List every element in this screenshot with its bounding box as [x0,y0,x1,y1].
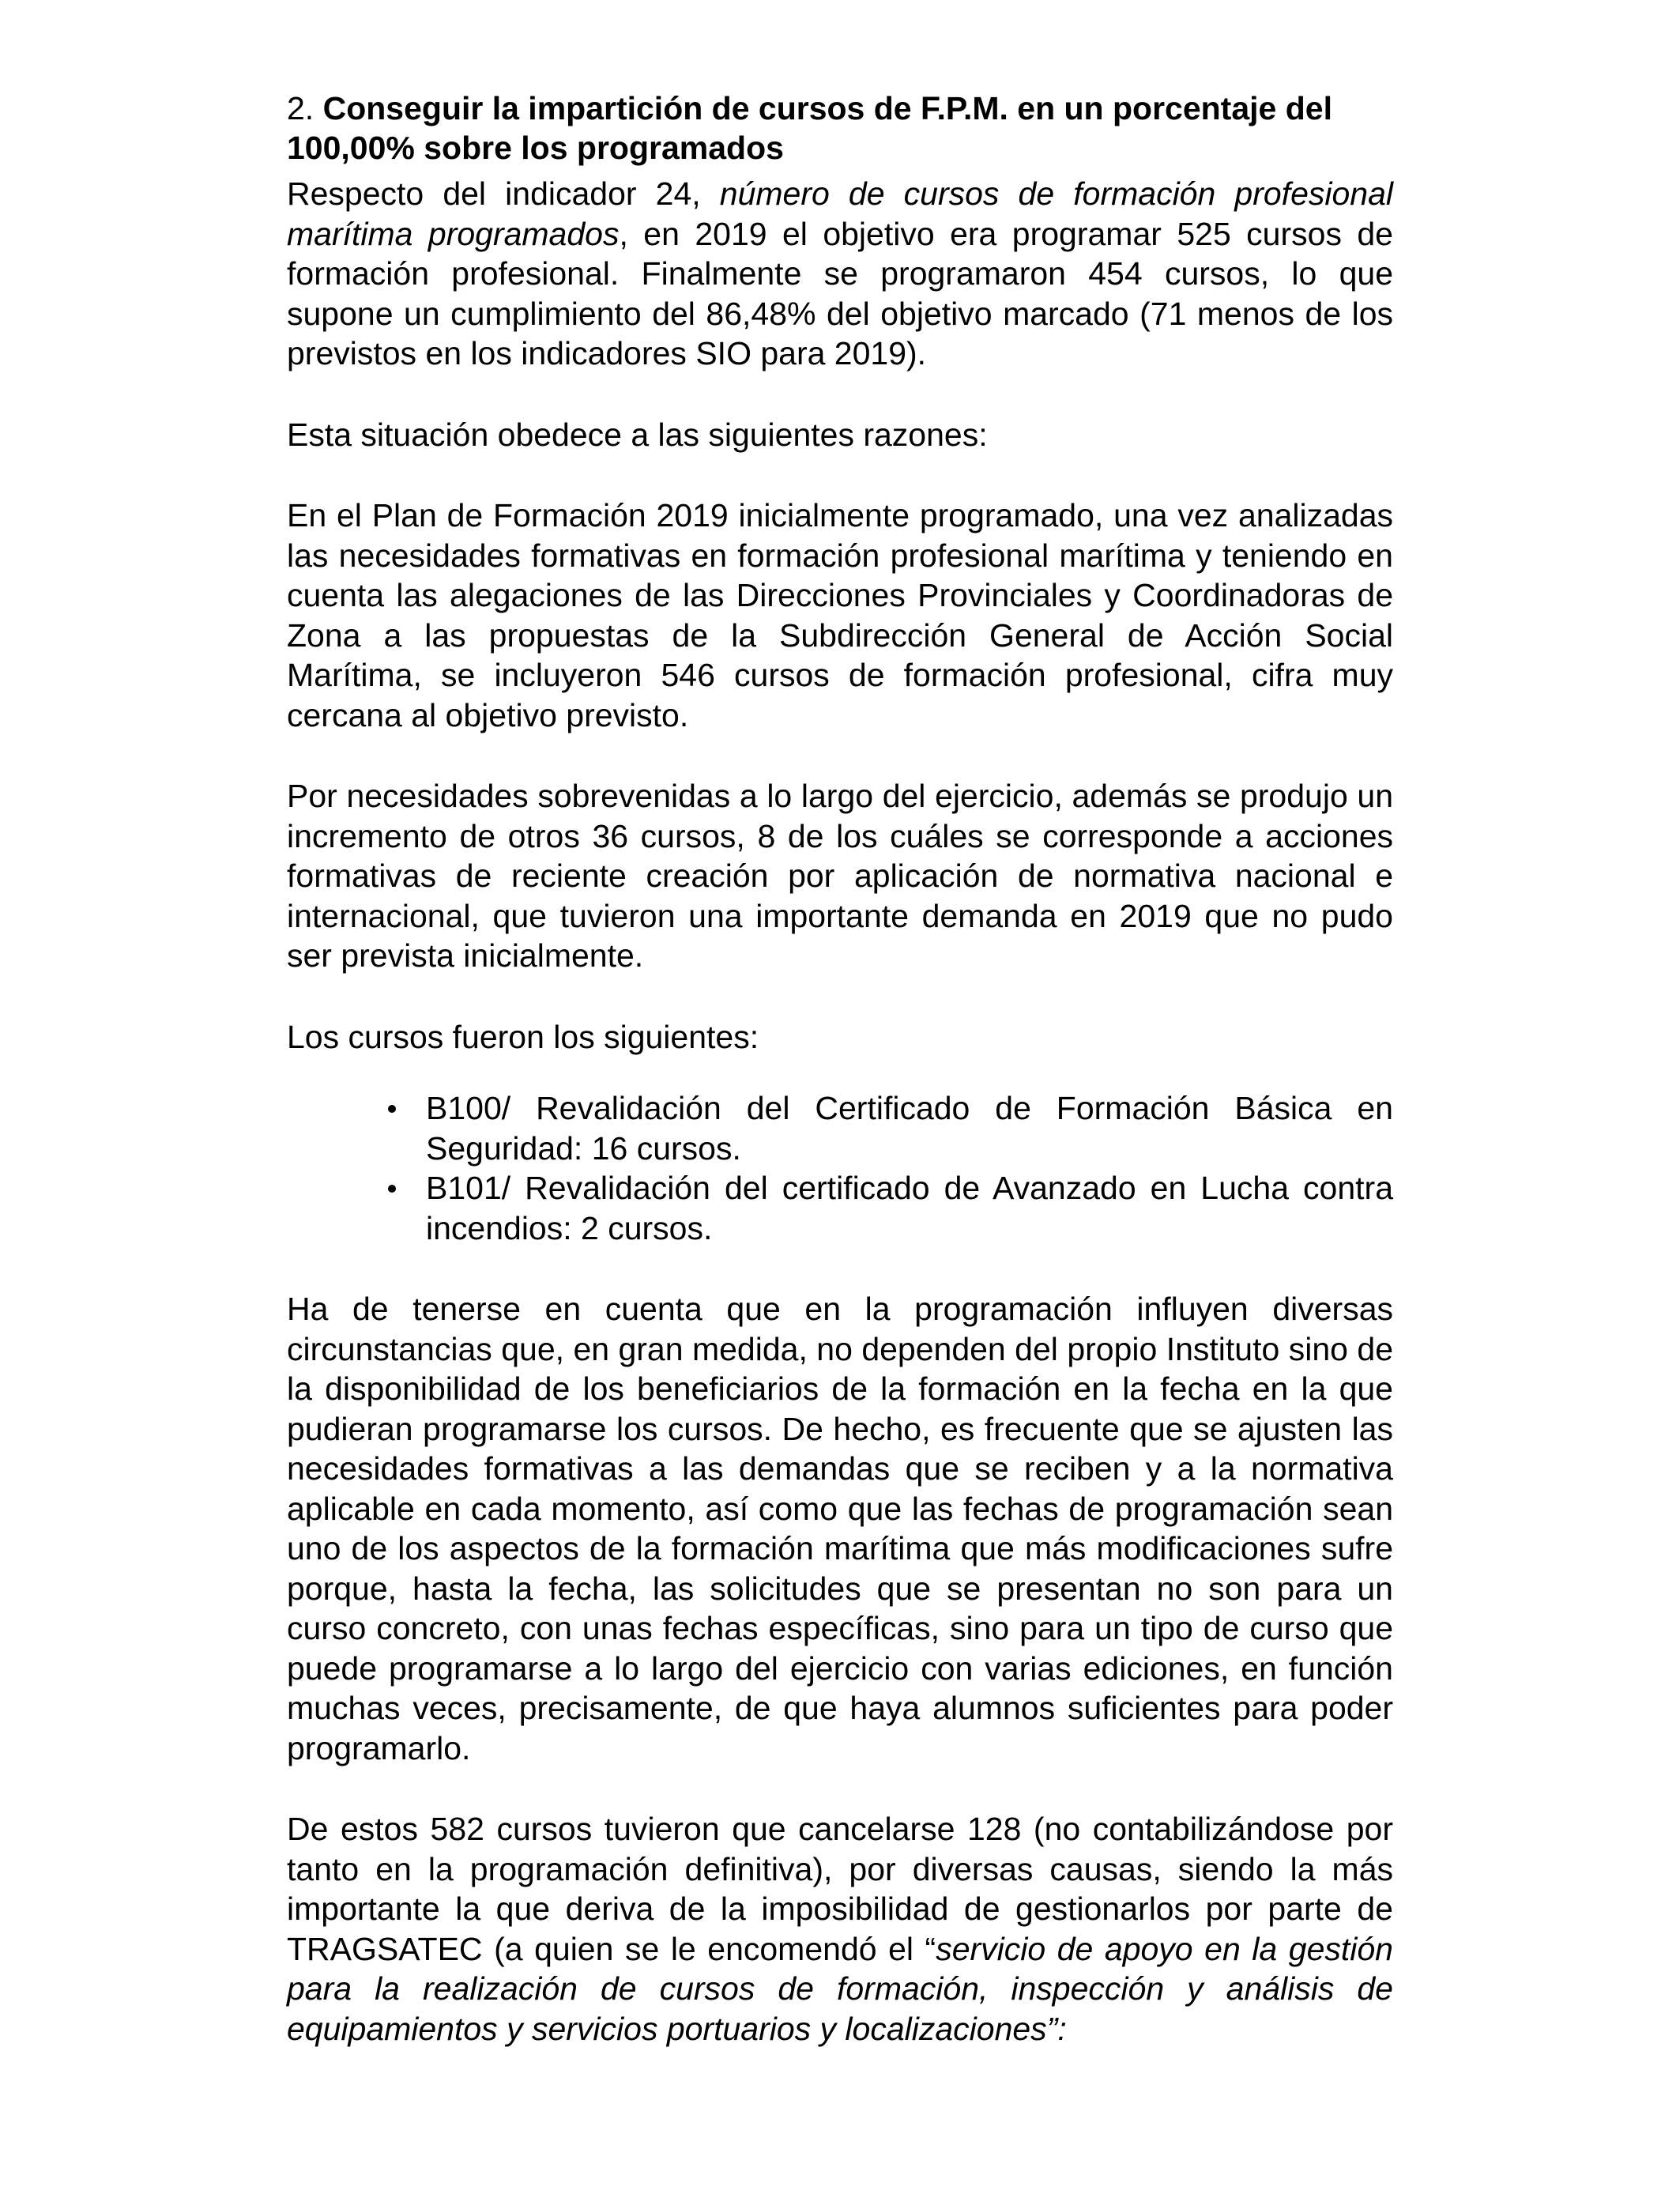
section-heading [287,89,1393,168]
paragraph-indicator-24 [287,174,1393,374]
list-item [426,1088,1393,1168]
document-page [287,89,1393,2049]
paragraph-text: , en 2019 el objetivo era programar 525 cursos de formación profesional. Finalmente se programaron 454 cursos, lo que supone un cumplimiento del 86,48% del objetivo marcado (71 menos de los previstos en los indicadores SIO para 2019). [287,215,1393,371]
list-item [426,1168,1393,1248]
paragraph-cursos-intro: Los cursos fueron los siguientes: [287,1018,759,1055]
section-title: Conseguir la impartición de cursos de F.P.M. en un porcentaje del 100,00% sobre los programados [287,90,1332,166]
paragraph-necesidades: Por necesidades sobrevenidas a lo largo del ejercicio, además se produjo un incremento de otros 36 cursos, 8 de los cuáles se corresponde a acciones formativas de reciente creación por aplicación de normativa nacional e internacional, que tuvieron una importante demanda en 2019 que no pudo ser prevista inicialmente. [287,778,1393,974]
paragraph-reasons-intro: Esta situación obedece a las siguientes razones: [287,416,988,453]
paragraph-text: Respecto del indicador 24, [287,175,720,212]
paragraph-text: De estos 582 cursos tuvieron que cancelarse 128 (no contabilizándose por tanto en la programación definitiva), por diversas causas, siendo la más importante la que deriva de la imposibilidad de gestionarlos por parte de TRAGSATEC (a quien se le encomendó el “ [287,1811,1393,1967]
bullet-icon [388,1185,396,1193]
course-list [287,1088,1393,1248]
paragraph-cancelaciones [287,1809,1393,2049]
paragraph-programacion: Ha de tenerse en cuenta que en la programación influyen diversas circunstancias que, en gran medida, no dependen del propio Instituto sino de la disponibilidad de los beneficiarios de la formación en la fecha en la que pudieran programarse los cursos. De hecho, es frecuente que se ajusten las necesidades formativas a las demandas que se reciben y a la normativa aplicable en cada momento, así como que las fechas de programación sean uno de los aspectos de la formación marítima que más modificaciones sufre porque, hasta la fecha, las solicitudes que se presentan no son para un curso concreto, con unas fechas específicas, sino para un tipo de curso que puede programarse a lo largo del ejercicio con varias ediciones, en función muchas veces, precisamente, de que haya alumnos suficientes para poder programarlo. [287,1291,1393,1766]
list-item-text: B100/ Revalidación del Certificado de Formación Básica en Seguridad: 16 cursos. [426,1090,1393,1167]
service-name: servicio de apoyo en la gestión para la realización de cursos de formación, inspección y análisis de equipamientos y servicios portuarios y localizaciones”: [287,1930,1393,2047]
indicator-name: número de cursos de formación profesional marítima programados [287,175,1393,252]
bullet-icon [388,1105,396,1113]
paragraph-plan-formacion: En el Plan de Formación 2019 inicialmente programado, una vez analizadas las necesidades formativas en formación profesional marítima y teniendo en cuenta las alegaciones de las Direcciones Provinciales y Coordinadoras de Zona a las propuestas de la Subdirección General de Acción Social Marítima, se incluyeron 546 cursos de formación profesional, cifra muy cercana al objetivo previsto. [287,497,1393,733]
section-number: 2. [287,90,315,126]
list-item-text: B101/ Revalidación del certificado de Avanzado en Lucha contra incendios: 2 cursos. [426,1170,1393,1246]
